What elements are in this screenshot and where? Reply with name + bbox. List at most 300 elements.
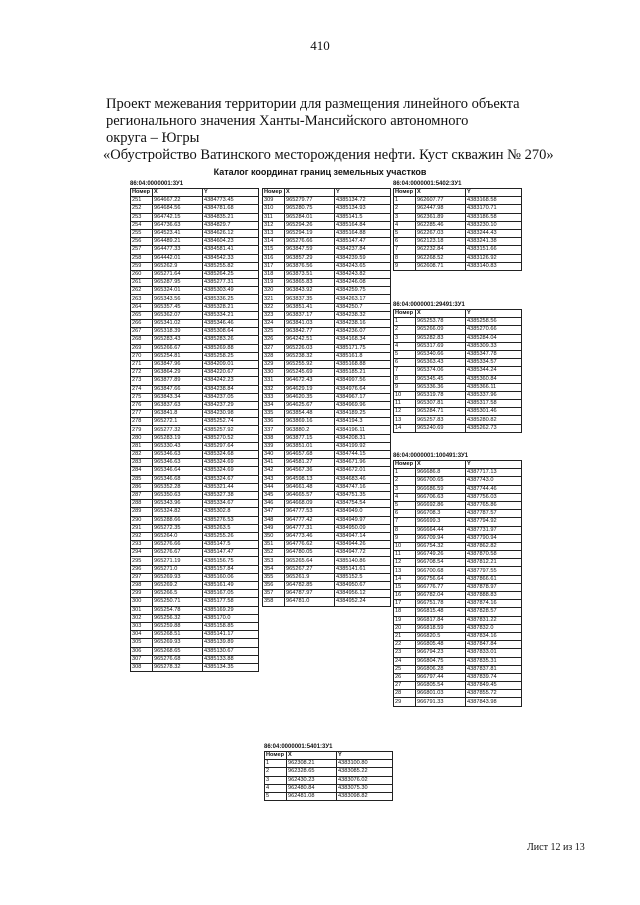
y-coordinate: 4384194.3 — [335, 418, 391, 426]
y-coordinate: 4385301.46 — [466, 408, 522, 416]
point-number: 314 — [263, 238, 285, 246]
y-coordinate: 4387832.0 — [466, 624, 522, 632]
x-coordinate: 965357.45 — [153, 303, 203, 311]
point-number: 4 — [394, 493, 416, 501]
point-number: 340 — [263, 451, 285, 459]
point-number: 256 — [131, 238, 153, 246]
table-row — [263, 352, 391, 360]
table-row — [131, 393, 259, 401]
x-coordinate: 966820.5 — [416, 632, 466, 640]
x-coordinate: 965272.1 — [153, 418, 203, 426]
title-line: регионального значения Ханты-Мансийского автономного — [106, 113, 469, 129]
table-row — [131, 491, 259, 499]
point-number: 8 — [394, 526, 416, 534]
y-coordinate: 4384744.15 — [335, 451, 391, 459]
x-coordinate: 964777.31 — [285, 524, 335, 532]
coord-block-5401 — [264, 743, 393, 801]
y-coordinate: 4384263.17 — [335, 295, 391, 303]
table-row — [394, 238, 522, 246]
y-coordinate: 4385255.26 — [203, 532, 259, 540]
table-row — [394, 400, 522, 408]
x-coordinate: 965346.63 — [153, 451, 203, 459]
page-number: 410 — [310, 38, 330, 53]
y-coordinate: 4385147.5 — [203, 541, 259, 549]
header-cell: Y — [466, 310, 522, 318]
y-coordinate: 4385283.26 — [203, 336, 259, 344]
parcel-id: 86:04:0000001:100491:3У1 — [393, 453, 469, 459]
point-number: 292 — [131, 532, 153, 540]
x-coordinate: 965280.75 — [285, 205, 335, 213]
table-row — [394, 673, 522, 681]
x-coordinate: 965288.66 — [153, 516, 203, 524]
table-row — [263, 287, 391, 295]
x-coordinate: 962267.03 — [416, 229, 466, 237]
y-coordinate: 4385157.84 — [203, 565, 259, 573]
point-number: 309 — [263, 197, 285, 205]
y-coordinate: 4384243.65 — [335, 262, 391, 270]
y-coordinate: 4383100.80 — [337, 760, 393, 768]
x-coordinate: 965268.65 — [153, 647, 203, 655]
y-coordinate: 4384246.08 — [335, 279, 391, 287]
y-coordinate: 4385324.67 — [203, 475, 259, 483]
table-row — [131, 459, 259, 467]
point-number: 11 — [394, 400, 416, 408]
table-row — [394, 682, 522, 690]
header-cell: Номер — [394, 310, 416, 318]
table-row — [131, 565, 259, 573]
x-coordinate: 965374.06 — [416, 367, 466, 375]
y-coordinate: 4387862.82 — [466, 542, 522, 550]
table-row — [131, 205, 259, 213]
y-coordinate: 4384238.32 — [335, 311, 391, 319]
point-number: 1 — [394, 318, 416, 326]
table-row — [131, 516, 259, 524]
y-coordinate: 4387874.16 — [466, 600, 522, 608]
point-number: 290 — [131, 516, 153, 524]
x-coordinate: 966706.63 — [416, 493, 466, 501]
table-row — [263, 385, 391, 393]
y-coordinate: 4387731.97 — [466, 526, 522, 534]
x-coordinate: 964781.0 — [285, 598, 335, 606]
x-coordinate: 964684.56 — [153, 205, 203, 213]
x-coordinate: 965324.82 — [153, 508, 203, 516]
table-row — [131, 573, 259, 581]
point-number: 282 — [131, 451, 153, 459]
coord-block-5402 — [393, 180, 522, 271]
y-coordinate: 4385264.25 — [203, 270, 259, 278]
point-number: 341 — [263, 459, 285, 467]
point-number: 266 — [131, 320, 153, 328]
y-coordinate: 4385141.5 — [335, 213, 391, 221]
point-number: 3 — [394, 334, 416, 342]
x-coordinate: 966686.8 — [416, 469, 466, 477]
table-row — [131, 655, 259, 663]
point-number: 7 — [394, 518, 416, 526]
y-coordinate: 4387717.13 — [466, 469, 522, 477]
table-row — [263, 229, 391, 237]
y-coordinate: 4385346.46 — [203, 320, 259, 328]
table-row — [394, 649, 522, 657]
point-number: 19 — [394, 616, 416, 624]
y-coordinate: 4384209.01 — [203, 360, 259, 368]
y-coordinate: 4387828.57 — [466, 608, 522, 616]
x-coordinate: 964625.67 — [285, 401, 335, 409]
x-coordinate: 966664.44 — [416, 526, 466, 534]
table-row — [394, 501, 522, 509]
point-number: 8 — [394, 254, 416, 262]
y-coordinate: 4384237.84 — [335, 246, 391, 254]
x-coordinate: 965265.64 — [285, 557, 335, 565]
point-number: 18 — [394, 608, 416, 616]
y-coordinate: 4384969.96 — [335, 401, 391, 409]
y-coordinate: 4385252.74 — [203, 418, 259, 426]
y-coordinate: 4385170.0 — [203, 614, 259, 622]
table-row — [131, 303, 259, 311]
point-number: 312 — [263, 221, 285, 229]
y-coordinate: 4387790.94 — [466, 534, 522, 542]
y-coordinate: 4387787.57 — [466, 510, 522, 518]
point-number: 284 — [131, 467, 153, 475]
table-header — [394, 189, 522, 197]
x-coordinate: 963843.34 — [153, 393, 203, 401]
x-coordinate: 964736.63 — [153, 221, 203, 229]
x-coordinate: 965271.0 — [153, 565, 203, 573]
table-row — [131, 246, 259, 254]
point-number: 289 — [131, 508, 153, 516]
x-coordinate: 964780.05 — [285, 549, 335, 557]
x-coordinate: 964477.33 — [153, 246, 203, 254]
table-row — [263, 549, 391, 557]
y-coordinate: 4385366.11 — [466, 383, 522, 391]
point-number: 278 — [131, 418, 153, 426]
point-number: 274 — [131, 385, 153, 393]
table-row — [263, 590, 391, 598]
x-coordinate: 963851.41 — [285, 303, 335, 311]
table-row — [131, 598, 259, 606]
point-number: 259 — [131, 262, 153, 270]
table-row — [263, 475, 391, 483]
x-coordinate: 963869.16 — [285, 418, 335, 426]
point-number: 5 — [394, 229, 416, 237]
table-row — [131, 385, 259, 393]
x-coordinate: 965283.43 — [153, 336, 203, 344]
point-number: 320 — [263, 287, 285, 295]
table-row — [265, 768, 393, 776]
y-coordinate: 4384581.41 — [203, 246, 259, 254]
x-coordinate: 966686.59 — [416, 485, 466, 493]
table-row — [263, 459, 391, 467]
point-number: 296 — [131, 565, 153, 573]
table-row — [263, 320, 391, 328]
point-number: 357 — [263, 590, 285, 598]
point-number: 280 — [131, 434, 153, 442]
x-coordinate: 963851.01 — [285, 442, 335, 450]
x-coordinate: 965343.56 — [153, 295, 203, 303]
table-row — [263, 270, 391, 278]
table-row — [263, 254, 391, 262]
x-coordinate: 966708.3 — [416, 510, 466, 518]
point-number: 342 — [263, 467, 285, 475]
x-coordinate: 962361.89 — [416, 213, 466, 221]
point-number: 20 — [394, 624, 416, 632]
point-number: 7 — [394, 367, 416, 375]
table-row — [394, 424, 522, 432]
x-coordinate: 963877.89 — [153, 377, 203, 385]
x-coordinate: 965284.71 — [416, 408, 466, 416]
x-coordinate: 965294.26 — [285, 221, 335, 229]
y-coordinate: 4384683.46 — [335, 475, 391, 483]
y-coordinate: 4384238.84 — [203, 385, 259, 393]
table-row — [394, 213, 522, 221]
table-row — [131, 524, 259, 532]
x-coordinate: 964489.21 — [153, 238, 203, 246]
y-coordinate: 4384944.26 — [335, 541, 391, 549]
point-number: 331 — [263, 377, 285, 385]
y-coordinate: 4384238.16 — [335, 320, 391, 328]
table-header — [394, 461, 522, 469]
x-coordinate: 966797.44 — [416, 673, 466, 681]
x-coordinate: 965256.32 — [153, 614, 203, 622]
x-coordinate: 964782.85 — [285, 582, 335, 590]
document-title — [103, 96, 606, 164]
x-coordinate: 963837.35 — [285, 295, 335, 303]
table-row — [394, 493, 522, 501]
header-cell: X — [287, 752, 337, 760]
y-coordinate: 4383168.58 — [466, 197, 522, 205]
x-coordinate: 965362.07 — [153, 311, 203, 319]
header-cell: X — [153, 189, 203, 197]
table-row — [394, 632, 522, 640]
y-coordinate: 4384671.96 — [335, 459, 391, 467]
x-coordinate: 965279.77 — [285, 197, 335, 205]
point-number: 345 — [263, 491, 285, 499]
point-number: 270 — [131, 352, 153, 360]
x-coordinate: 965276.66 — [153, 541, 203, 549]
point-number: 329 — [263, 360, 285, 368]
point-number: 262 — [131, 287, 153, 295]
x-coordinate: 966815.48 — [416, 608, 466, 616]
table-row — [394, 616, 522, 624]
table-row — [394, 254, 522, 262]
x-coordinate: 965294.19 — [285, 229, 335, 237]
point-number: 337 — [263, 426, 285, 434]
table-row — [263, 205, 391, 213]
x-coordinate: 964668.09 — [285, 500, 335, 508]
y-coordinate: 4384259.75 — [335, 287, 391, 295]
point-number: 1 — [394, 197, 416, 205]
y-coordinate: 4387870.58 — [466, 551, 522, 559]
table-row — [394, 205, 522, 213]
point-number: 263 — [131, 295, 153, 303]
x-coordinate: 966749.26 — [416, 551, 466, 559]
header-cell: X — [416, 189, 466, 197]
point-number: 332 — [263, 385, 285, 393]
x-coordinate: 964672.43 — [285, 377, 335, 385]
point-number: 267 — [131, 328, 153, 336]
y-coordinate: 4383170.71 — [466, 205, 522, 213]
x-coordinate: 964742.15 — [153, 213, 203, 221]
x-coordinate: 963847.59 — [285, 246, 335, 254]
point-number: 343 — [263, 475, 285, 483]
table-row — [131, 467, 259, 475]
table-row — [263, 369, 391, 377]
y-coordinate: 4385161.49 — [203, 582, 259, 590]
point-number: 4 — [265, 784, 287, 792]
header-cell: Номер — [131, 189, 153, 197]
table-row — [263, 598, 391, 606]
y-coordinate: 4383075.30 — [337, 784, 393, 792]
point-number: 277 — [131, 410, 153, 418]
table-row — [131, 401, 259, 409]
table-row — [263, 410, 391, 418]
x-coordinate: 965254.81 — [153, 352, 203, 360]
table-row — [131, 352, 259, 360]
table-row — [263, 336, 391, 344]
y-coordinate: 4385134.72 — [335, 197, 391, 205]
table-row — [263, 500, 391, 508]
table-row — [131, 197, 259, 205]
point-number: 4 — [394, 342, 416, 350]
y-coordinate: 4384196.11 — [335, 426, 391, 434]
x-coordinate: 964777.42 — [285, 516, 335, 524]
point-number: 346 — [263, 500, 285, 508]
y-coordinate: 4383241.38 — [466, 238, 522, 246]
x-coordinate: 963847.96 — [153, 360, 203, 368]
x-coordinate: 965261.9 — [285, 573, 335, 581]
table-row — [131, 631, 259, 639]
y-coordinate: 4385324.69 — [203, 459, 259, 467]
point-number: 317 — [263, 262, 285, 270]
table-row — [131, 549, 259, 557]
x-coordinate: 962285.46 — [416, 221, 466, 229]
table-row — [394, 526, 522, 534]
point-number: 254 — [131, 221, 153, 229]
x-coordinate: 965267.27 — [285, 565, 335, 573]
table-row — [131, 451, 259, 459]
y-coordinate: 4384773.45 — [203, 197, 259, 205]
table-row — [265, 760, 393, 768]
x-coordinate: 966756.64 — [416, 575, 466, 583]
y-coordinate: 4384829.7 — [203, 221, 259, 229]
table-row — [131, 377, 259, 385]
coordinate-table — [393, 309, 522, 433]
point-number: 14 — [394, 575, 416, 583]
y-coordinate: 4384250.7 — [335, 303, 391, 311]
y-coordinate: 4383186.58 — [466, 213, 522, 221]
y-coordinate: 4385130.67 — [203, 647, 259, 655]
point-number: 333 — [263, 393, 285, 401]
y-coordinate: 4384236.07 — [335, 328, 391, 336]
point-number: 13 — [394, 567, 416, 575]
table-row — [263, 238, 391, 246]
table-header — [265, 752, 393, 760]
table-header — [263, 189, 391, 197]
x-coordinate: 963880.2 — [285, 426, 335, 434]
x-coordinate: 965269.2 — [153, 582, 203, 590]
x-coordinate: 965253.78 — [416, 318, 466, 326]
x-coordinate: 965343.96 — [153, 500, 203, 508]
x-coordinate: 964777.53 — [285, 508, 335, 516]
x-coordinate: 965266.67 — [153, 344, 203, 352]
x-coordinate: 962480.84 — [287, 784, 337, 792]
y-coordinate: 4385257.92 — [203, 426, 259, 434]
y-coordinate: 4387765.86 — [466, 501, 522, 509]
header-cell: Y — [203, 189, 259, 197]
point-number: 21 — [394, 632, 416, 640]
header-cell: Y — [337, 752, 393, 760]
x-coordinate: 965226.03 — [285, 344, 335, 352]
table-row — [131, 442, 259, 450]
table-row — [394, 367, 522, 375]
table-row — [394, 197, 522, 205]
y-coordinate: 4385276.53 — [203, 516, 259, 524]
y-coordinate: 4387812.21 — [466, 559, 522, 567]
point-number: 10 — [394, 391, 416, 399]
table-row — [263, 557, 391, 565]
x-coordinate: 965266.09 — [416, 326, 466, 334]
point-number: 4 — [394, 221, 416, 229]
y-coordinate: 4387855.72 — [466, 690, 522, 698]
table-row — [131, 229, 259, 237]
table-row — [131, 647, 259, 655]
y-coordinate: 4387847.84 — [466, 641, 522, 649]
table-row — [131, 418, 259, 426]
point-number: 14 — [394, 424, 416, 432]
x-coordinate: 965254.78 — [153, 606, 203, 614]
point-number: 1 — [394, 469, 416, 477]
x-coordinate: 962430.23 — [287, 776, 337, 784]
table-row — [131, 541, 259, 549]
y-coordinate: 4384747.16 — [335, 483, 391, 491]
x-coordinate: 965277.32 — [153, 426, 203, 434]
x-coordinate: 965350.63 — [153, 491, 203, 499]
coordinate-table — [264, 751, 393, 801]
y-coordinate: 4384189.25 — [335, 410, 391, 418]
point-number: 350 — [263, 532, 285, 540]
point-number: 335 — [263, 410, 285, 418]
title-line: округа – Югры — [106, 130, 200, 146]
x-coordinate: 966806.28 — [416, 665, 466, 673]
point-number: 328 — [263, 352, 285, 360]
table-header — [131, 189, 259, 197]
parcel-id: 86:04:0000001:5401:3У1 — [264, 744, 333, 750]
point-number: 353 — [263, 557, 285, 565]
x-coordinate: 965345.45 — [416, 375, 466, 383]
header-cell: Y — [466, 189, 522, 197]
x-coordinate: 965318.39 — [153, 328, 203, 336]
x-coordinate: 965272.35 — [153, 524, 203, 532]
table-row — [394, 469, 522, 477]
y-coordinate: 4385328.21 — [203, 303, 259, 311]
y-coordinate: 4385141.17 — [203, 631, 259, 639]
y-coordinate: 4383098.82 — [337, 792, 393, 800]
x-coordinate: 965259.88 — [153, 622, 203, 630]
header-cell: X — [416, 461, 466, 469]
x-coordinate: 963854.48 — [285, 410, 335, 418]
x-coordinate: 965276.67 — [153, 549, 203, 557]
x-coordinate: 964442.01 — [153, 254, 203, 262]
table-row — [263, 221, 391, 229]
y-coordinate: 4385309.33 — [466, 342, 522, 350]
x-coordinate: 965271.19 — [153, 557, 203, 565]
y-coordinate: 4387744.46 — [466, 485, 522, 493]
y-coordinate: 4383151.66 — [466, 246, 522, 254]
point-number: 313 — [263, 229, 285, 237]
table-row — [131, 270, 259, 278]
table-row — [131, 483, 259, 491]
x-coordinate: 966782.04 — [416, 592, 466, 600]
point-number: 27 — [394, 682, 416, 690]
